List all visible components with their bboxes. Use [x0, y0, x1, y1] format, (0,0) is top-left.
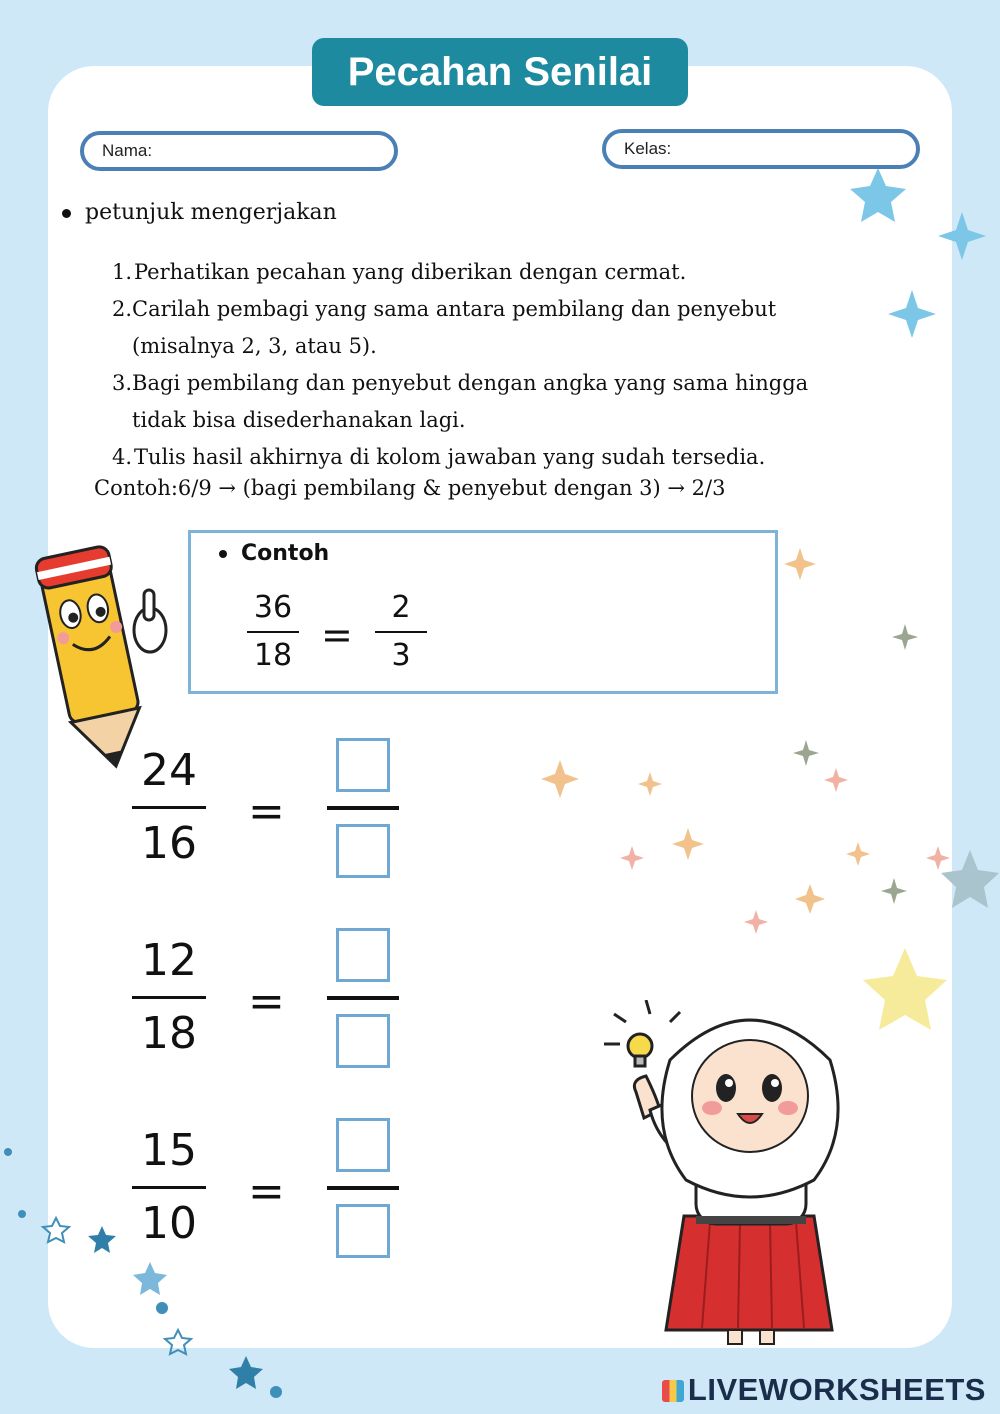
equals-sign: =	[248, 786, 285, 837]
answer-denominator-input[interactable]	[336, 1204, 390, 1258]
step-number: 4.	[112, 445, 133, 469]
nama-field	[80, 131, 398, 171]
example-line: Contoh:6/9 → (bagi pembilang & penyebut dengan 3) → 2/3	[94, 476, 726, 500]
problem-numerator: 24	[141, 745, 197, 796]
title-banner	[312, 38, 688, 106]
problem-numerator: 12	[141, 935, 197, 986]
step-number: 3.	[112, 371, 133, 395]
answer-numerator-input[interactable]	[336, 928, 390, 982]
bullet-icon	[219, 550, 227, 558]
problem-numerator: 15	[141, 1125, 197, 1176]
answer-fraction-3	[327, 1118, 399, 1258]
problem-denominator: 10	[141, 1198, 197, 1249]
bullet-icon	[62, 209, 71, 218]
example-box	[188, 530, 778, 694]
fraction-bar	[327, 806, 399, 810]
step-text: Carilah pembagi yang sama antara pembilang dan penyebut (misalnya 2, 3, atau 5).	[132, 297, 777, 358]
answer-fraction-2	[327, 928, 399, 1068]
example-answer-denominator: 3	[391, 638, 411, 673]
answer-denominator-input[interactable]	[336, 1014, 390, 1068]
liveworksheets-logo	[662, 1372, 986, 1408]
example-answer-fraction	[375, 591, 427, 673]
problem-fraction-1	[132, 746, 206, 869]
step-text: Tulis hasil akhirnya di kolom jawaban yang sudah tersedia.	[134, 445, 766, 469]
example-heading-text: Contoh	[241, 541, 330, 566]
list-item	[112, 439, 892, 476]
step-text: Bagi pembilang dan penyebut dengan angka yang sama hingga tidak bisa disederhanakan lagi.	[132, 371, 809, 432]
problem-denominator: 18	[141, 1008, 197, 1059]
liveworksheets-mark-icon	[662, 1380, 684, 1402]
nama-input[interactable]	[158, 136, 383, 166]
example-heading	[219, 541, 329, 566]
instructions-list	[112, 254, 892, 476]
answer-numerator-input[interactable]	[336, 738, 390, 792]
list-item	[112, 254, 892, 291]
example-answer-numerator: 2	[391, 590, 411, 625]
nama-label: Nama:	[102, 141, 153, 160]
instructions-heading-text: petunjuk mengerjakan	[85, 200, 337, 225]
instructions-heading	[62, 200, 337, 225]
step-text: Perhatikan pecahan yang diberikan dengan cermat.	[134, 260, 687, 284]
example-denominator: 18	[253, 638, 293, 673]
student-girl-mascot-icon	[600, 1000, 860, 1350]
step-number: 1.	[112, 260, 133, 284]
fraction-bar	[132, 996, 206, 999]
equals-sign: =	[321, 613, 353, 657]
problem-fraction-2	[132, 936, 206, 1059]
example-numerator: 36	[253, 590, 293, 625]
fraction-bar	[132, 806, 206, 809]
fraction-bar	[375, 631, 427, 633]
list-item	[112, 365, 812, 439]
fraction-bar	[132, 1186, 206, 1189]
fraction-bar	[327, 1186, 399, 1190]
step-number: 2.	[112, 297, 133, 321]
example-fraction	[247, 591, 299, 673]
problem-denominator: 16	[141, 818, 197, 869]
answer-fraction-1	[327, 738, 399, 878]
answer-numerator-input[interactable]	[336, 1118, 390, 1172]
kelas-field	[602, 129, 920, 169]
pencil-mascot-icon	[14, 528, 174, 778]
star-icon	[229, 1356, 263, 1389]
equals-sign: =	[248, 976, 285, 1027]
equals-sign: =	[248, 1166, 285, 1217]
problem-fraction-3	[132, 1126, 206, 1249]
kelas-label: Kelas:	[624, 139, 672, 158]
fraction-bar	[327, 996, 399, 1000]
brand-text: LIVEWORKSHEETS	[687, 1372, 986, 1407]
page-title: Pecahan Senilai	[347, 49, 653, 94]
kelas-input[interactable]	[677, 134, 902, 164]
fraction-bar	[247, 631, 299, 633]
answer-denominator-input[interactable]	[336, 824, 390, 878]
list-item	[112, 291, 872, 365]
